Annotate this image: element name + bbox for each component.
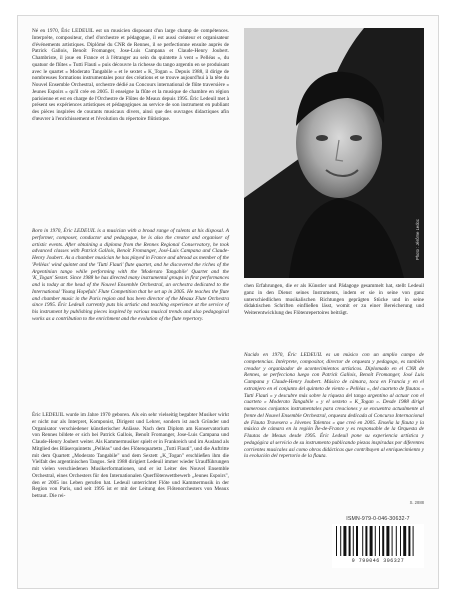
barcode-bar [400, 526, 401, 556]
barcode-bar [403, 526, 406, 556]
german-paragraph-left: Éric LEDEUIL wurde im Jahre 1970 geboren. Als ein sehr vielseitig begabter Musiker wirkt er nicht nur als Interpret, Komponist, Dirigent und Lehrer, sondern ist auch Gründer und Organisator verschiedener künstlerischer Anlässe. Nach dem Diplom am Konservatorium von Rennes bildete er sich bei Patrick Gallois, Benoît Fromanger, Jose-Luis Campana und Claude-Henry Joubert weiter. Als Kammermusiker spielt er in Frankreich und im Ausland als Mitglied des Bläserquintetts „Pelléas" und des Flötenquartetts „Tutti Flauti", und die Auftritte mit dem Quartett „Moderato Tangabile" und dem Sextett „K_Togan" erschließen ihm die Vielfalt des argentinischen Tangos. Seit 1988 dirigiert Ledeuil immer wieder Uraufführungen mit vielen verschiedenen Musikerformationen, und er ist Leiter des Nouvel Ensemble Orchestral, eines Orchesters für den Internationalen Querflötenwettbewerb „Jeunes Espoirs", den er 2005 ins Leben gerufen hat. Ledeuil unterrichtet Flöte und Kammermusik in der Region von Paris, und seit 1995 ist er mit der Leitung des Flötenorchesters von Meaux betraut. Die rei- [32, 412, 229, 499]
english-paragraph: Born in 1970, Éric LEDEUIL is a musician with a broad range of talents at his disposal. A performer, composer, conductor and pedagogue, he is also the creator and organiser of artistic events. After obtaining a diploma from the Rennes Regional Conservatory, he took advanced classes with Patrick Gallois, Benoît Fromanger, José-Luis Campana and Claude-Henry Joubert. As a chamber musician he has played in France and abroad as member of the 'Pelléas' wind quintet and the 'Tutti Flauti' flute quartet, and he discovered the riches of the Argentinian tango while performing with the 'Moderato Tangabile' Quartet and the 'K_Togan' Sextet. Since 1988 he has directed many instrumental groups in first performances and is today at the head of the Nouvel Ensemble Orchestral, an orchestra dedicated to the International 'Young Hopefuls' Flute Competition that he set up in 2005. He teaches the flute and chamber music in the Paris region and has been director of the Meaux Flute Orchestra since 1995. Éric Ledeuil currently puts his artistic and teaching experience at the service of his instrument by publishing pieces inspired by various musical trends and also pedagogical works as a contribution to the enrichment and the evolution of the flute repertory. [32, 228, 229, 322]
barcode-bar [336, 526, 337, 556]
isbn-label: ISMN-979-0-046-30632-7 [346, 516, 410, 522]
barcode-bar [413, 526, 414, 556]
barcode-bar [343, 526, 346, 556]
french-biography [32, 28, 229, 129]
barcode-bar [382, 526, 384, 556]
barcode-bar [362, 526, 363, 556]
barcode [332, 524, 424, 568]
english-biography [32, 228, 229, 329]
composer-portrait-photo [244, 28, 424, 278]
barcode-block [332, 516, 424, 576]
photo-credit: Photo : Jérôme Ledoc [415, 219, 420, 260]
barcode-bar [356, 526, 358, 556]
barcode-bar [365, 526, 367, 556]
barcode-bar [396, 526, 397, 556]
german-biography-part2 [244, 283, 424, 323]
barcode-bar [370, 526, 373, 556]
barcode-bar [375, 526, 376, 556]
barcode-bar [392, 526, 393, 556]
german-biography-part1 [32, 412, 229, 506]
barcode-icon [332, 524, 424, 558]
spanish-paragraph: Nacido en 1970, Éric LEDEUIL es un músico con un amplio campo de competencias. Intérprete, compositor, director de orquesta y pedagogo, es también creador y organizador de acontecimientos artísticos. Diplomado en el CNR de Rennes, se perfecciona luego con Patrick Gallois, Benoît Fromanger, José Luis Campana y Claude-Henry Joubert. Músico de cámara, toca en Francia y en el extranjero en el conjunto del quinteto de viento « Pelléas », del cuarteto de flautas « Tutti Flauti » y descubre más sobre la riqueza del tango argentino al actuar con el cuarteto « Moderato Tangabile » y el sexteto « K_Togan ». Desde 1988 dirige numerosos conjuntos instrumentales para creaciones y se encuentra actualmente al frente del Nouvel Ensemble Orchestral, orquesta dedicada al Concurso Internacional de Flauta Travesera « Jóvenes Talentos » que creó en 2005. Enseña la flauta y la música de cámara en la región Île-de-France y es responsable de la Orquesta de Flautas de Meaux desde 1995. Éric Ledeuil pone su experiencia artística y pedagógica al servicio de su instrumento publicando piezas inspiradas por diferentes corrientes musicales así como obras didácticas que contribuyen al enriquecimiento y la evolución del repertorio de la flauta. [244, 352, 424, 460]
portrait-illustration [244, 28, 424, 278]
barcode-bar [353, 526, 354, 556]
german-paragraph-right: chen Erfahrungen, die er als Künstler und Pädagoge gesammelt hat, stellt Ledeuil ganz in den Dienst seines Instruments, indem er sie in seine von ganz unterschiedlichen musikalischen Richtungen geprägten Stücke und in seine didaktischen Schriften einfließen lässt, womit er zu einer Bereicherung und Weiterentwicklung des Flötenrepertoires beiträgt. [244, 283, 424, 316]
catalog-code: S. 2888 [409, 500, 424, 505]
back-cover [18, 16, 438, 588]
barcode-bar [386, 526, 389, 556]
barcode-bar [340, 526, 341, 556]
french-paragraph: Né en 1970, Éric LEDEUIL est un musicien disposant d'un large champ de compétences. Interprète, compositeur, chef d'orchestre et pédagogue, il est aussi créateur et organisateur d'événements artistiques. Diplômé du CNR de Rennes, il se perfectionne ensuite auprès de Patrick Gallois, Benoît Fromanger, Jose-Luis Campana et Claude-Henry Joubert. Chambriste, il joue en France et à l'étranger au sein du quintette à vent « Pelléas », du quatuor de flûtes « Tutti Flauti » puis découvre la richesse du tango argentin en se produisant avec le quartet « Moderato Tangabile » et le sextet « K_Togan ». Depuis 1988, il dirige de nombreuses formations instrumentales pour des créations et se trouve aujourd'hui à la tête du Nouvel Ensemble Orchestral, orchestre dédié au Concours international de flûte traversière « Jeunes Espoirs » qu'il crée en 2005. Il enseigne la flûte et la musique de chambre en région parisienne et est en charge de l'Orchestre de Flûtes de Meaux depuis 1995. Éric Ledeuil met à présent ses expériences artistiques et pédagogiques au service de son instrument en publiant des pièces inspirées de courants musicaux divers, ainsi que des ouvrages didactiques afin d'œuvrer à l'enrichissement et l'évolution du répertoire flûtistique. [32, 28, 229, 122]
barcode-bar [349, 526, 351, 556]
spanish-biography [244, 352, 424, 466]
barcode-bar [379, 526, 380, 556]
barcode-digits: 9 790046 306327 [351, 558, 405, 564]
barcode-bar [408, 526, 410, 556]
